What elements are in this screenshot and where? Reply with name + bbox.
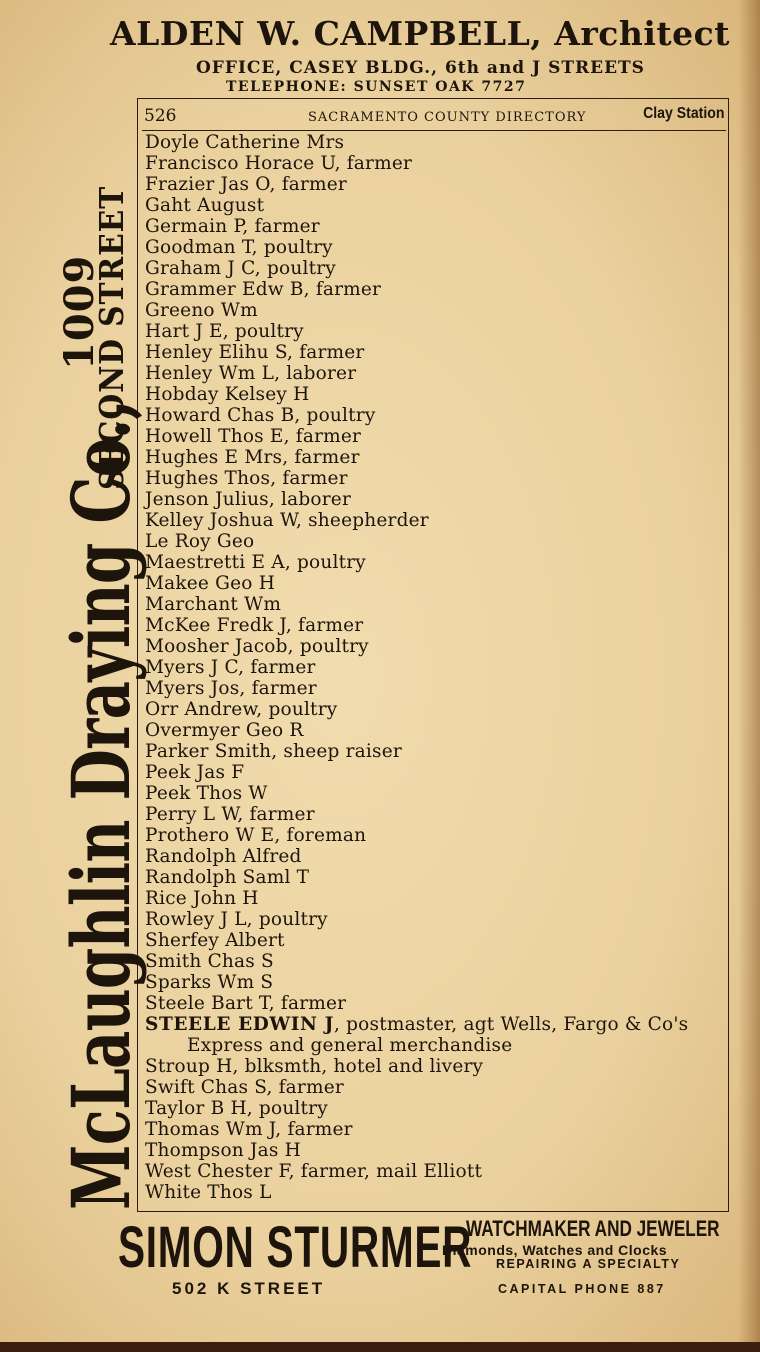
section-town: Clay Station [642,105,724,122]
page-number: 526 [144,106,177,126]
directory-entry: Orr Andrew, poultry [145,699,338,720]
header-ad-title: Architect [554,14,730,53]
directory-entry: Kelley Joshua W, sheepherder [145,510,429,531]
directory-entry: Howell Thos E, farmer [145,426,362,447]
header-ad-telephone: TELEPHONE: SUNSET OAK 7727 [226,79,527,95]
directory-entry: Francisco Horace U, farmer [145,153,413,174]
directory-entry: Jenson Julius, laborer [145,489,352,510]
directory-entry: Moosher Jacob, poultry [145,636,369,657]
header-ad-office: OFFICE, CASEY BLDG., 6th and J STREETS [196,58,645,78]
directory-entry: Peek Jas F [145,762,245,783]
directory-entry: Thomas Wm J, farmer [145,1119,353,1140]
directory-entry: Thompson Jas H [145,1140,301,1161]
footer-ad-name: SIMON STURMER [118,1215,473,1280]
directory-entry: Henley Wm L, laborer [145,363,357,384]
directory-entry: Prothero W E, foreman [145,825,367,846]
directory-entry: West Chester F, farmer, mail Elliott [145,1161,483,1182]
side-ad-name: McLaughlin Draying Co., [54,399,148,1210]
directory-entry: Howard Chas B, poultry [145,405,376,426]
entry-detail: , postmaster, agt Wells, Fargo & Co's [333,1014,689,1035]
directory-entry: Makee Geo H [145,573,276,594]
directory-entry: Hughes E Mrs, farmer [145,447,360,468]
directory-entry-bold [145,1014,729,1035]
header-rule [142,130,726,131]
directory-entry: Sparks Wm S [145,972,274,993]
side-ad-number: 1009 [56,254,103,370]
running-head [142,104,726,128]
directory-entry: Goodman T, poultry [145,237,333,258]
header-ad-architect-name: ALDEN W. CAMPBELL, [110,14,543,53]
directory-entry: Greeno Wm [145,300,258,321]
directory-entry: Sherfey Albert [145,930,285,951]
directory-entry: Frazier Jas O, farmer [145,174,347,195]
directory-entry: Maestretti E A, poultry [145,552,366,573]
directory-entry: Grammer Edw B, farmer [145,279,382,300]
directory-entry: Stroup H, blksmth, hotel and livery [145,1056,484,1077]
directory-entry: Marchant Wm [145,594,282,615]
directory-entry: Henley Elihu S, farmer [145,342,365,363]
directory-entry: Hughes Thos, farmer [145,468,348,489]
directory-entry: Peek Thos W [145,783,268,804]
footer-ad-phone: CAPITAL PHONE 887 [498,1282,666,1296]
directory-entry: Hobday Kelsey H [145,384,310,405]
directory-entry: Rowley J L, poultry [145,909,328,930]
side-ad [8,90,148,1210]
directory-entry: Taylor B H, poultry [145,1098,328,1119]
page-edge-shadow [738,0,760,1352]
footer-ad-repairing: REPAIRING A SPECIALTY [496,1257,681,1271]
directory-listing [145,132,729,1203]
directory-entry: Overmyer Geo R [145,720,304,741]
directory-entry: Myers J C, farmer [145,657,316,678]
directory-entry: Parker Smith, sheep raiser [145,741,402,762]
directory-entry: Germain P, farmer [145,216,320,237]
directory-entry: Express and general merchandise [187,1035,513,1056]
directory-entry: Swift Chas S, farmer [145,1077,344,1098]
directory-entry: Hart J E, poultry [145,321,304,342]
footer-ad-address: 502 K STREET [172,1279,326,1298]
directory-title: SACRAMENTO COUNTY DIRECTORY [308,110,587,125]
entry-name-bold: STEELE EDWIN J [145,1014,334,1035]
footer-ad-items: Diamonds, Watches and Clocks [442,1242,668,1258]
directory-entry: Randolph Saml T [145,867,310,888]
directory-entry: Steele Bart T, farmer [145,993,347,1014]
header-ad-name [110,14,750,53]
directory-entry: Randolph Alfred [145,846,302,867]
directory-entry: Perry L W, farmer [145,804,315,825]
directory-entry: Rice John H [145,888,259,909]
directory-entry: Myers Jos, farmer [145,678,317,699]
directory-entry: White Thos L [145,1182,272,1203]
footer-ad-trade: WATCHMAKER AND JEWELER [466,1216,720,1241]
directory-entry: Le Roy Geo [145,531,255,552]
directory-entry: Gaht August [145,195,265,216]
directory-entry: McKee Fredk J, farmer [145,615,364,636]
directory-entry: Graham J C, poultry [145,258,336,279]
page-bottom-edge [0,1342,760,1352]
directory-entry: Smith Chas S [145,951,274,972]
directory-entry: Doyle Catherine Mrs [145,132,345,153]
side-ad-street: SECOND STREET [92,185,131,490]
